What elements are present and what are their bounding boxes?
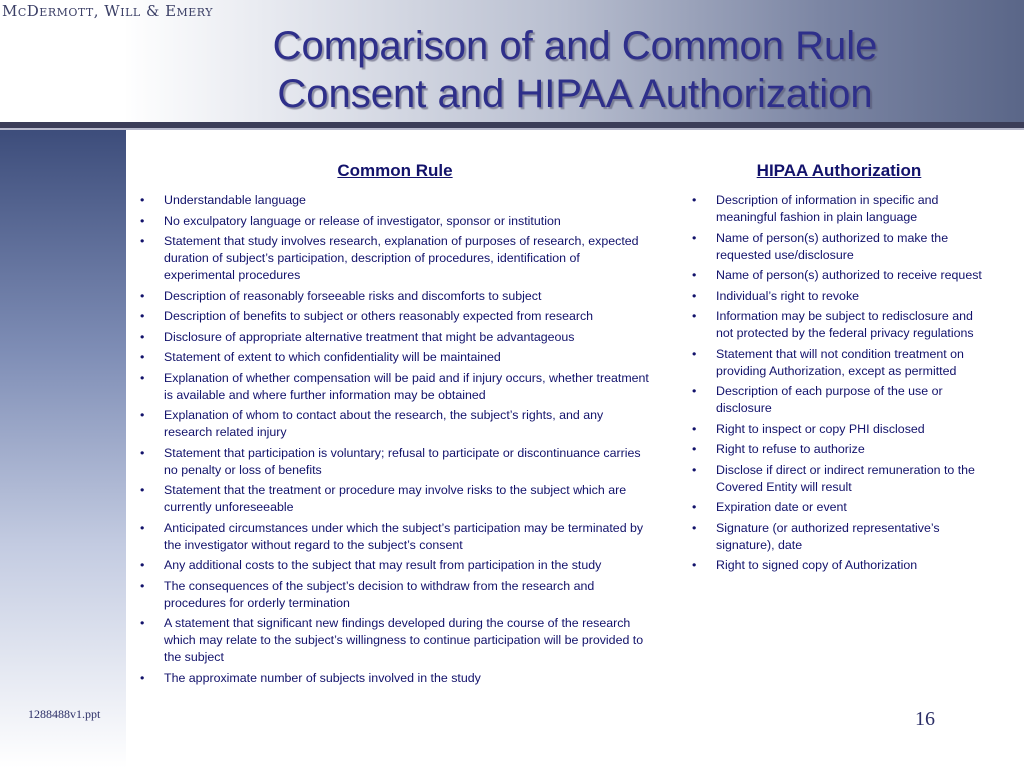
list-item: • The consequences of the subject’s decision to withdraw from the research and procedures for orderly termination [138,578,652,612]
document-id: 1288488v1.ppt [28,707,101,721]
slide-title [150,22,1000,118]
common-rule-list [138,192,652,687]
header-divider-light [0,128,1024,130]
header-band [0,0,1024,122]
list-item: • Understandable language [138,192,652,209]
hipaa-heading: HIPAA Authorization [756,161,922,180]
list-item: • Expiration date or event [690,499,988,516]
list-item: • Anticipated circumstances under which the subject’s participation may be terminated by the investigator without regard to the subject’s consent [138,520,652,554]
list-item: • Explanation of whether compensation will be paid and if injury occurs, whether treatment is available and where further information may be obtained [138,370,652,404]
common-rule-column [138,160,652,690]
hipaa-column [690,160,988,578]
list-item: • Description of reasonably forseeable risks and discomforts to subject [138,288,652,305]
list-item: • Individual’s right to revoke [690,288,988,305]
list-item: • Explanation of whom to contact about the research, the subject’s rights, and any research related injury [138,407,652,441]
page-number: 16 [915,708,935,730]
logo-box [0,0,214,122]
list-item: • Description of each purpose of the use or disclosure [690,383,988,417]
list-item: • Name of person(s) authorized to receive request [690,267,988,284]
title-line-2: Consent and HIPAA Authorization [277,72,873,116]
list-item: • Description of information in specific and meaningful fashion in plain language [690,192,988,226]
side-band [0,130,126,768]
list-item: • Any additional costs to the subject that may result from participation in the study [138,557,652,574]
list-item: • Right to signed copy of Authorization [690,557,988,574]
list-item: • Statement that participation is voluntary; refusal to participate or discontinuance carries no penalty or loss of benefits [138,445,652,479]
list-item: • Disclose if direct or indirect remuneration to the Covered Entity will result [690,462,988,496]
common-rule-heading: Common Rule [337,161,453,180]
title-line-1: Comparison of and Common Rule [272,24,878,68]
list-item: • Statement that the treatment or procedure may involve risks to the subject which are currently unforeseeable [138,482,652,516]
list-item: • Statement that study involves research, explanation of purposes of research, expected duration of subject’s participation, description of procedures, identification of experimental procedures [138,233,652,284]
list-item: • Description of benefits to subject or others reasonably expected from research [138,308,652,325]
list-item: • A statement that significant new findings developed during the course of the research which may relate to the subject’s willingness to continue participation will be provided to the subject [138,615,652,666]
list-item: • Statement that will not condition treatment on providing Authorization, except as permitted [690,346,988,380]
list-item: • Right to refuse to authorize [690,441,988,458]
list-item: • Right to inspect or copy PHI disclosed [690,421,988,438]
list-item: • Information may be subject to redisclosure and not protected by the federal privacy regulations [690,308,988,342]
list-item: • The approximate number of subjects involved in the study [138,670,652,687]
firm-logo: McDermott, Will & Emery [2,2,214,20]
list-item: • Signature (or authorized representative’s signature), date [690,520,988,554]
list-item: • No exculpatory language or release of investigator, sponsor or institution [138,213,652,230]
list-item: • Statement of extent to which confidentiality will be maintained [138,349,652,366]
hipaa-list [690,192,988,574]
list-item: • Name of person(s) authorized to make the requested use/disclosure [690,230,988,264]
list-item: • Disclosure of appropriate alternative treatment that might be advantageous [138,329,652,346]
